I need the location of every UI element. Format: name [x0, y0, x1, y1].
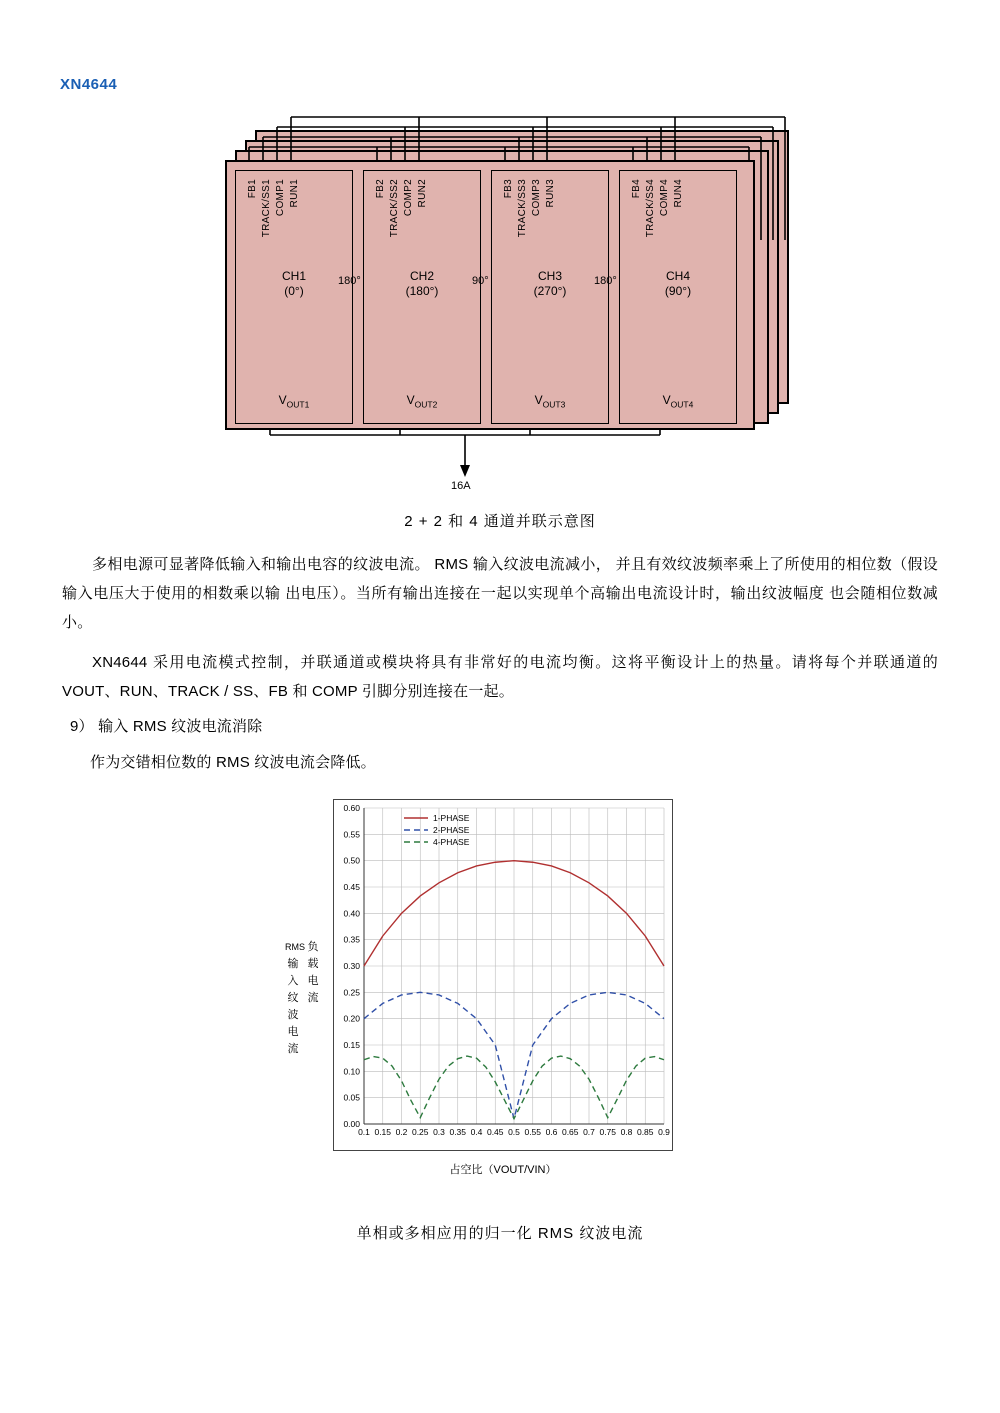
- pin-run2: RUN2: [417, 179, 428, 208]
- section-heading-rms: 9） 输入 RMS 纹波电流消除: [70, 718, 263, 735]
- svg-text:0.85: 0.85: [636, 1127, 654, 1137]
- pin-trackss3: TRACK/SS3: [517, 179, 528, 238]
- svg-text:0.20: 0.20: [343, 1013, 360, 1024]
- pin-fb1: FB1: [247, 179, 258, 199]
- svg-text:0.35: 0.35: [343, 934, 360, 945]
- svg-text:0.30: 0.30: [343, 961, 360, 971]
- svg-text:0.55: 0.55: [343, 829, 360, 840]
- channel-label-4: [620, 269, 736, 299]
- chart-ylabel-left: RMS 输入 纹波 电流: [285, 942, 305, 1055]
- chart-ylabel-right: 负 载 电 流: [307, 941, 319, 1004]
- chart-caption: 单相或多相应用的归一化 RMS 纹波电流: [356, 1225, 644, 1242]
- svg-text:0.45: 0.45: [486, 1127, 504, 1137]
- pin-comp1: COMP1: [275, 179, 286, 217]
- pin-run1: RUN1: [289, 179, 300, 208]
- channel-block-2: [363, 170, 481, 424]
- diagram-caption: 2 + 2 和 4 通道并联示意图: [404, 513, 596, 530]
- channel-name-4: CH4: [665, 269, 690, 283]
- svg-text:0.6: 0.6: [545, 1127, 558, 1137]
- channel-phase-1: (0°): [284, 284, 304, 298]
- svg-text:0.50: 0.50: [343, 855, 360, 866]
- channel-phase-4: (90°): [664, 284, 692, 298]
- chart-plot-area: [333, 799, 673, 1151]
- svg-text:0.7: 0.7: [583, 1127, 595, 1137]
- vout-label-3: $V_{OUT3}$: [534, 392, 566, 409]
- vout-label-4: $V_{OUT4}$: [662, 392, 694, 409]
- svg-text:1-PHASE: 1-PHASE: [433, 813, 470, 823]
- vout-label-1: $V_{OUT1}$: [278, 392, 310, 409]
- svg-text:0.9: 0.9: [658, 1127, 670, 1137]
- pin-comp3: COMP3: [531, 179, 542, 217]
- svg-text:0.60: 0.60: [343, 803, 360, 813]
- phase-shift-3: 180°: [594, 275, 617, 287]
- paragraph-ripple-benefits: 多相电源可显著降低输入和输出电容的纹波电流。 RMS 输入纹波电流减小， 并且有效纹波频率乘上了所使用的相位数（假设输入电压大于使用的相数乘以输 出电压）。当所有输出连接在一起以实现单个高输出电流设计时，输出纹波幅度 也会随相位数减小。: [62, 556, 938, 631]
- pin-trackss2: TRACK/SS2: [389, 179, 400, 238]
- pin-fb4: FB4: [631, 179, 642, 199]
- svg-text:0.00: 0.00: [343, 1119, 360, 1129]
- chart-xlabel: 占空比（VOUT/VIN）: [449, 1164, 557, 1176]
- svg-text:0.1: 0.1: [358, 1127, 370, 1137]
- pin-trackss1: TRACK/SS1: [261, 179, 272, 238]
- pin-trackss4: TRACK/SS4: [645, 179, 656, 238]
- channel-name-3: CH3: [537, 269, 562, 283]
- svg-text:0.25: 0.25: [411, 1127, 429, 1137]
- channel-phase-3: (270°): [533, 284, 567, 298]
- channel-block-4: [619, 170, 737, 424]
- svg-text:0.75: 0.75: [599, 1127, 617, 1137]
- svg-text:2-PHASE: 2-PHASE: [433, 825, 470, 835]
- channel-phase-2: (180°): [405, 284, 439, 298]
- svg-text:4-PHASE: 4-PHASE: [433, 837, 470, 847]
- channel-block-3: [491, 170, 609, 424]
- channel-name-2: CH2: [409, 269, 434, 283]
- svg-text:0.55: 0.55: [524, 1127, 542, 1137]
- phase-shift-2: 90°: [472, 275, 489, 287]
- svg-text:0.8: 0.8: [620, 1127, 633, 1137]
- svg-text:0.65: 0.65: [561, 1127, 579, 1137]
- channel-label-2: [364, 269, 480, 299]
- page-title: XN4644: [60, 76, 118, 93]
- pin-run3: RUN3: [545, 179, 556, 208]
- svg-text:0.2: 0.2: [395, 1127, 408, 1137]
- svg-text:0.35: 0.35: [449, 1127, 467, 1137]
- svg-text:0.4: 0.4: [470, 1127, 483, 1137]
- pin-comp2: COMP2: [403, 179, 414, 217]
- parallel-channels-diagram: [225, 105, 785, 495]
- svg-text:0.5: 0.5: [508, 1127, 520, 1137]
- pin-comp4: COMP4: [659, 179, 670, 217]
- paragraph-rms-note: 作为交错相位数的 RMS 纹波电流会降低。: [90, 754, 376, 771]
- svg-text:0.10: 0.10: [343, 1066, 360, 1077]
- svg-text:0.45: 0.45: [343, 882, 360, 892]
- total-current-label: 16A: [451, 480, 471, 492]
- svg-text:0.15: 0.15: [374, 1127, 392, 1137]
- output-current-arrow: [460, 465, 470, 477]
- phase-shift-1: 180°: [338, 275, 361, 287]
- pin-run4: RUN4: [673, 179, 684, 208]
- pin-fb2: FB2: [375, 179, 386, 199]
- vout-label-2: $V_{OUT2}$: [406, 392, 438, 409]
- channel-label-1: [236, 269, 352, 299]
- svg-text:0.3: 0.3: [433, 1127, 445, 1137]
- channel-label-3: [492, 269, 608, 299]
- chart-svg: [334, 800, 672, 1150]
- svg-text:0.05: 0.05: [343, 1092, 360, 1103]
- paragraph-current-mode: XN4644 采用电流模式控制，并联通道或模块将具有非常好的电流均衡。这将平衡设计上的热量。请将每个并联通道的 VOUT、RUN、TRACK / SS、FB 和 COMP 引脚分别连接在一起。: [62, 654, 938, 700]
- chip-package: [225, 160, 755, 430]
- svg-text:0.40: 0.40: [343, 908, 360, 919]
- channel-name-1: CH1: [281, 269, 306, 283]
- rms-ripple-chart: [283, 793, 703, 1193]
- svg-text:0.25: 0.25: [343, 987, 360, 998]
- channel-block-1: [235, 170, 353, 424]
- svg-text:0.15: 0.15: [343, 1040, 360, 1050]
- pin-fb3: FB3: [503, 179, 514, 199]
